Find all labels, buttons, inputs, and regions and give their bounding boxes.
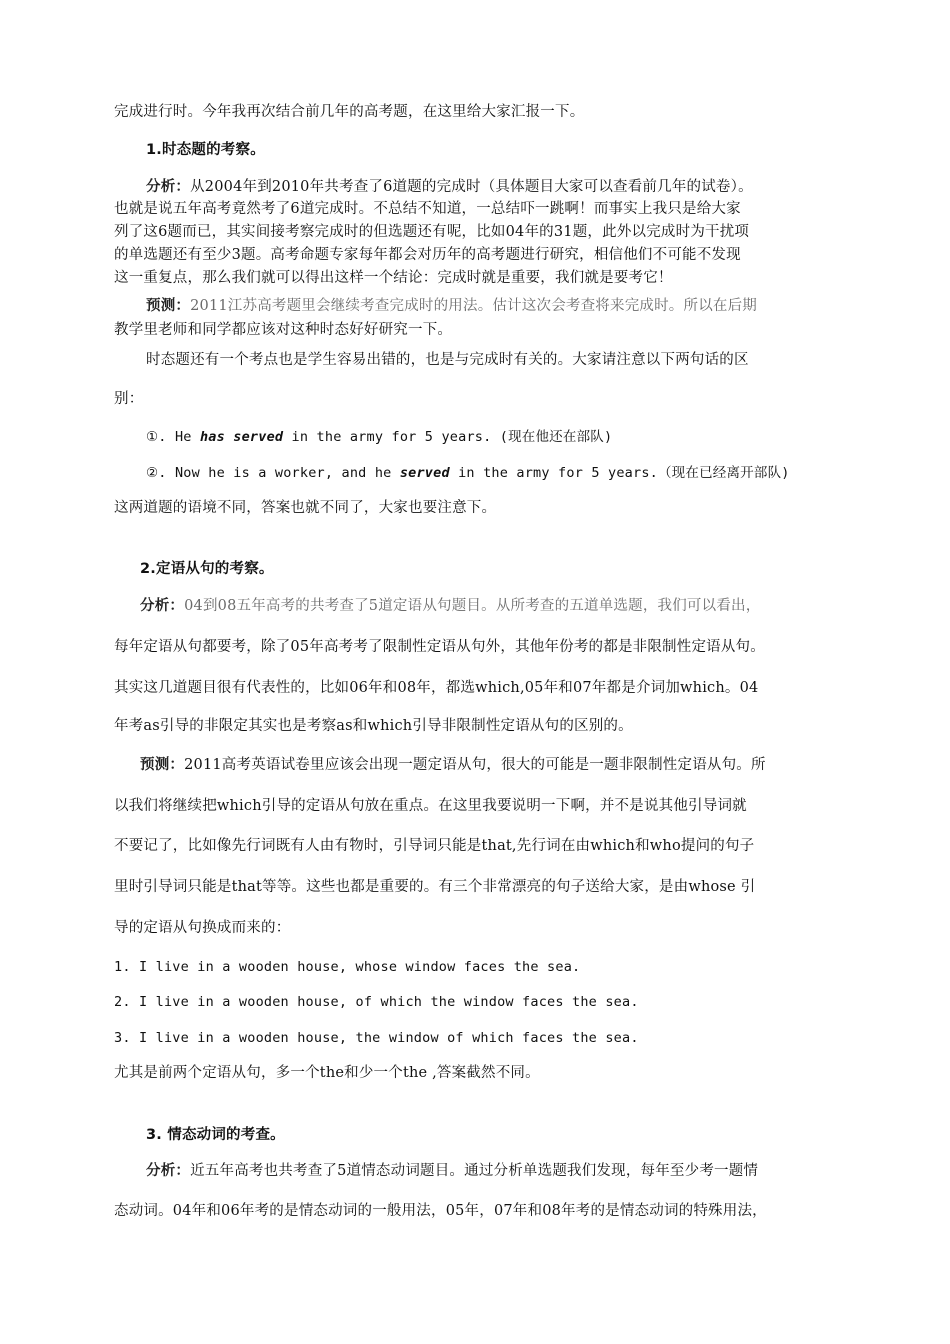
section2-predict-line5: 导的定语从句换成而来的：: [114, 920, 291, 936]
intro-line: 完成进行时。今年我再次结合前几年的高考题，在这里给大家汇报一下。: [114, 104, 585, 120]
section3-analysis-line1: 分析：近五年高考也共考查了5道情态动词题目。通过分析单选题我们发现，每年至少考一题情: [146, 1163, 759, 1179]
section2-analysis-line1: 分析：04到08五年高考的共考查了5道定语从句题目。从所考查的五道单选题，我们可以看出，: [140, 598, 761, 614]
section3-analysis-line2: 态动词。04年和06年考的是情态动词的一般用法，05年，07年和08年考的是情态动词的特殊用法，: [114, 1203, 767, 1219]
analysis-label: 分析：: [146, 179, 191, 195]
section3-heading: 3. 情态动词的考查。: [146, 1127, 285, 1143]
section2-heading: 2.定语从句的考察。: [140, 561, 274, 577]
example-sentence-2: ②. Now he is a worker, and he served in the army for 5 years.（现在已经离开部队): [146, 465, 790, 481]
section1-analysis-line2: 也就是说五年高考竟然考了6道完成时。不总结不知道，一总结吓一跳啊！而事实上我只是给大家: [114, 201, 741, 217]
section1-conclusion: 这两道题的语境不同，答案也就不同了，大家也要注意下。: [114, 500, 497, 516]
section2-predict-line1: 预测：2011高考英语试卷里应该会出现一题定语从句，很大的可能是一题非限制性定语从句。所: [140, 757, 766, 773]
section1-analysis-line4: 的单选题还有至少3题。高考命题专家每年都会对历年的高考题进行研究，相信他们不可能不发现: [114, 247, 741, 263]
section1-analysis-line1: 分析：从2004年到2010年共考查了6道题的完成时（具体题目大家可以查看前几年的试卷）。: [146, 179, 753, 195]
example-sentence-1: ①. He has served in the army for 5 years. (现在他还在部队): [146, 429, 613, 445]
example-verb-1: has served: [199, 429, 284, 445]
relative-clause-sentence: 2. I live in a wooden house, of which the window faces the sea.: [114, 994, 639, 1010]
section2-analysis-line4: 年考as引导的非限定其实也是考察as和which引导非限制性定语从句的区别的。: [114, 718, 633, 734]
section1-note-line1: 时态题还有一个考点也是学生容易出错的，也是与完成时有关的。大家请注意以下两句话的区: [146, 352, 749, 368]
section1-note-line2: 别：: [114, 391, 144, 407]
section2-predict-line3: 不要记了，比如像先行词既有人由有物时，引导词只能是that,先行词在由which和who提问的句子: [114, 838, 755, 854]
section2-conclusion: 尤其是前两个定语从句，多一个the和少一个the ,答案截然不同。: [114, 1065, 540, 1081]
section1-analysis-line5: 这一重复点，那么我们就可以得出这样一个结论：完成时就是重要，我们就是要考它！: [114, 270, 673, 286]
relative-clause-sentence: 1. I live in a wooden house, whose window faces the sea.: [114, 959, 581, 975]
analysis-label: 分析：: [146, 1163, 191, 1179]
section1-heading: 1.时态题的考察。: [146, 142, 265, 158]
section2-predict-line2: 以我们将继续把which引导的定语从句放在重点。在这里我要说明一下啊，并不是说其他引导词就: [114, 798, 747, 814]
section2-analysis-line2: 每年定语从句都要考，除了05年高考考了限制性定语从句外，其他年份考的都是非限制性定语从句。: [114, 639, 765, 655]
section2-predict-line4: 里时引导词只能是that等等。这些也都是重要的。有三个非常漂亮的句子送给大家，是由whose 引: [114, 879, 756, 895]
example-verb-2: served: [399, 465, 450, 481]
section1-predict-line2: 教学里老师和同学都应该对这种时态好好研究一下。: [114, 322, 453, 338]
analysis-label: 分析：: [140, 598, 185, 614]
predict-label: 预测：: [140, 757, 185, 773]
relative-clause-sentence: 3. I live in a wooden house, the window of which faces the sea.: [114, 1030, 639, 1046]
section2-analysis-line3: 其实这几道题目很有代表性的，比如06年和08年，都选which,05年和07年都是介词加which。04: [114, 680, 759, 696]
section1-analysis-line3: 列了这6题而已，其实间接考察完成时的但选题还有呢，比如04年的31题，此外以完成时为干扰项: [114, 224, 750, 240]
predict-label: 预测：: [146, 298, 191, 314]
section1-predict-line1: 预测：2011江苏高考题里会继续考查完成时的用法。估计这次会考查将来完成时。所以在后期: [146, 298, 758, 314]
